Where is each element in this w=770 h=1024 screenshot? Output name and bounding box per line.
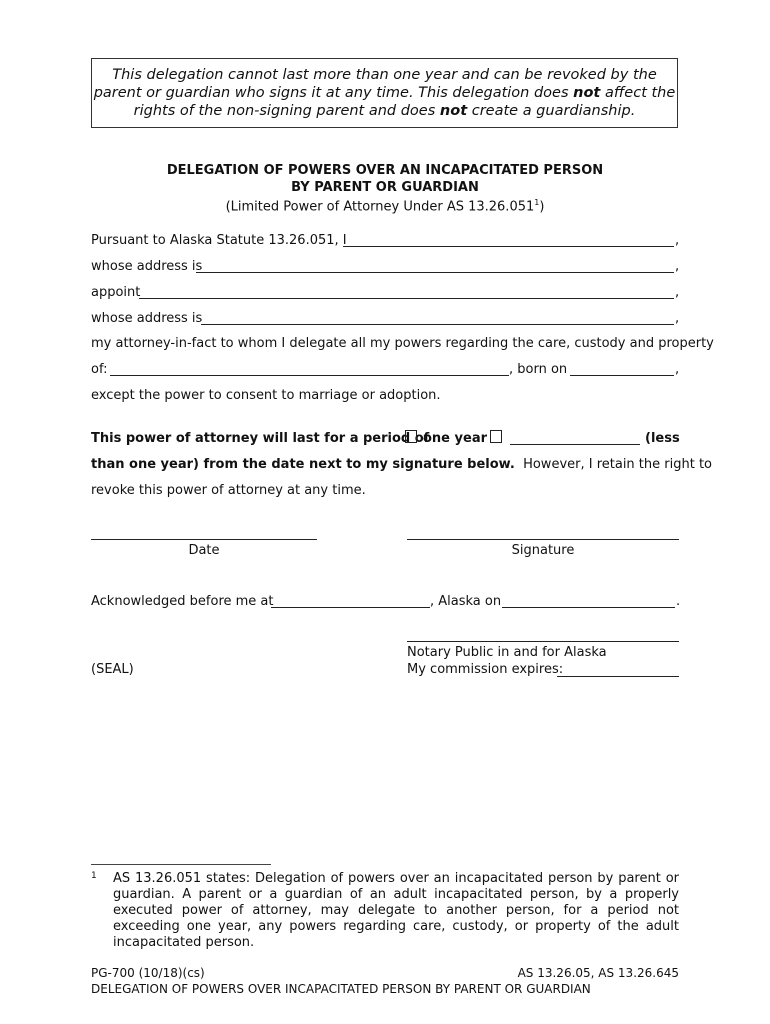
except-text: except the power to consent to marriage or adoption.	[91, 388, 441, 403]
notice-text-2: affect the rights of the non-signing parent and does	[133, 85, 676, 119]
notice-box	[91, 58, 678, 128]
period-mark: .	[676, 594, 681, 609]
appoint-label: appoint	[91, 285, 141, 300]
commission-expires-field[interactable]	[557, 676, 679, 677]
birth-date-field[interactable]	[570, 375, 674, 376]
date-field[interactable]	[91, 539, 317, 540]
duration-lead: This power of attorney will last for a period of	[91, 431, 430, 446]
comma-3: ,	[675, 285, 680, 300]
date-label: Date	[188, 543, 220, 558]
pursuant-label: Pursuant to Alaska Statute 13.26.051, I	[91, 233, 347, 248]
notice-not-2: not	[439, 103, 468, 119]
commission-label: My commission expires:	[407, 662, 564, 677]
custom-period-checkbox[interactable]	[490, 430, 502, 443]
duration-line2	[91, 457, 712, 472]
custom-period-field[interactable]	[510, 444, 640, 445]
form-title-line2: BY PARENT OR GUARDIAN	[291, 180, 479, 195]
acknowledged-place-field[interactable]	[271, 607, 430, 608]
comma-4: ,	[675, 311, 680, 326]
comma-5: ,	[675, 362, 680, 377]
grantor-address-field[interactable]	[196, 272, 674, 273]
subtitle-text: (Limited Power of Attorney Under AS 13.26.051	[225, 199, 535, 215]
footnote-text: AS 13.26.051 states: Delegation of powers over an incapacitated person by parent or guardian. A parent or a guardian of an adult incapacitated person, by a properly executed power of attorney, may delegate to another person, for a period not exceeding one year, any powers regarding care, custody, or property of the adult incapacitated person.	[113, 871, 679, 950]
footnote-divider	[91, 864, 271, 865]
notice-text-1: This delegation cannot last more than one year and can be revoked by the parent or guardian who signs it at any time. This delegation does	[93, 67, 657, 101]
seal-label: (SEAL)	[91, 662, 134, 677]
less-label: (less	[645, 431, 680, 446]
one-year-checkbox[interactable]	[405, 430, 417, 443]
grantor-name-field[interactable]	[343, 246, 674, 247]
one-year-label: one year	[423, 431, 488, 446]
footnote-marker: 1	[91, 871, 97, 881]
footer-form-title: DELEGATION OF POWERS OVER INCAPACITATED PERSON BY PARENT OR GUARDIAN	[91, 982, 591, 996]
notary-signature-field[interactable]	[407, 641, 679, 642]
notary-line1: Notary Public in and for Alaska	[407, 645, 607, 660]
signature-field[interactable]	[407, 539, 679, 540]
form-subtitle	[0, 198, 770, 214]
attorney-in-fact-text: my attorney-in-fact to whom I delegate all my powers regarding the care, custody and property	[91, 336, 714, 351]
acknowledged-label: Acknowledged before me at	[91, 594, 274, 609]
born-on-label: , born on	[509, 362, 568, 377]
address-label-1: whose address is	[91, 259, 203, 274]
duration-line2-bold: than one year) from the date next to my signature below.	[91, 457, 515, 472]
alaska-on-label: , Alaska on	[430, 594, 502, 609]
subtitle-close: )	[539, 199, 545, 215]
footer-statutes: AS 13.26.05, AS 13.26.645	[517, 966, 679, 980]
comma-1: ,	[675, 233, 680, 248]
acknowledged-date-field[interactable]	[502, 607, 675, 608]
signature-label: Signature	[511, 543, 575, 558]
notice-not-1: not	[573, 85, 601, 101]
form-id: PG-700 (10/18)(cs)	[91, 966, 205, 980]
duration-line2-rest: However, I retain the right to	[523, 457, 713, 472]
form-title-line1: DELEGATION OF POWERS OVER AN INCAPACITATED PERSON	[166, 163, 604, 178]
comma-2: ,	[675, 259, 680, 274]
of-label: of:	[91, 362, 108, 377]
subtitle-footnote-ref: 1	[534, 198, 540, 207]
address-label-2: whose address is	[91, 311, 203, 326]
attorney-address-field[interactable]	[201, 324, 674, 325]
incapacitated-person-field[interactable]	[110, 375, 509, 376]
notice-text-3: create a guardianship.	[467, 103, 636, 119]
attorney-name-field[interactable]	[139, 298, 674, 299]
revoke-text: revoke this power of attorney at any time.	[91, 483, 366, 498]
